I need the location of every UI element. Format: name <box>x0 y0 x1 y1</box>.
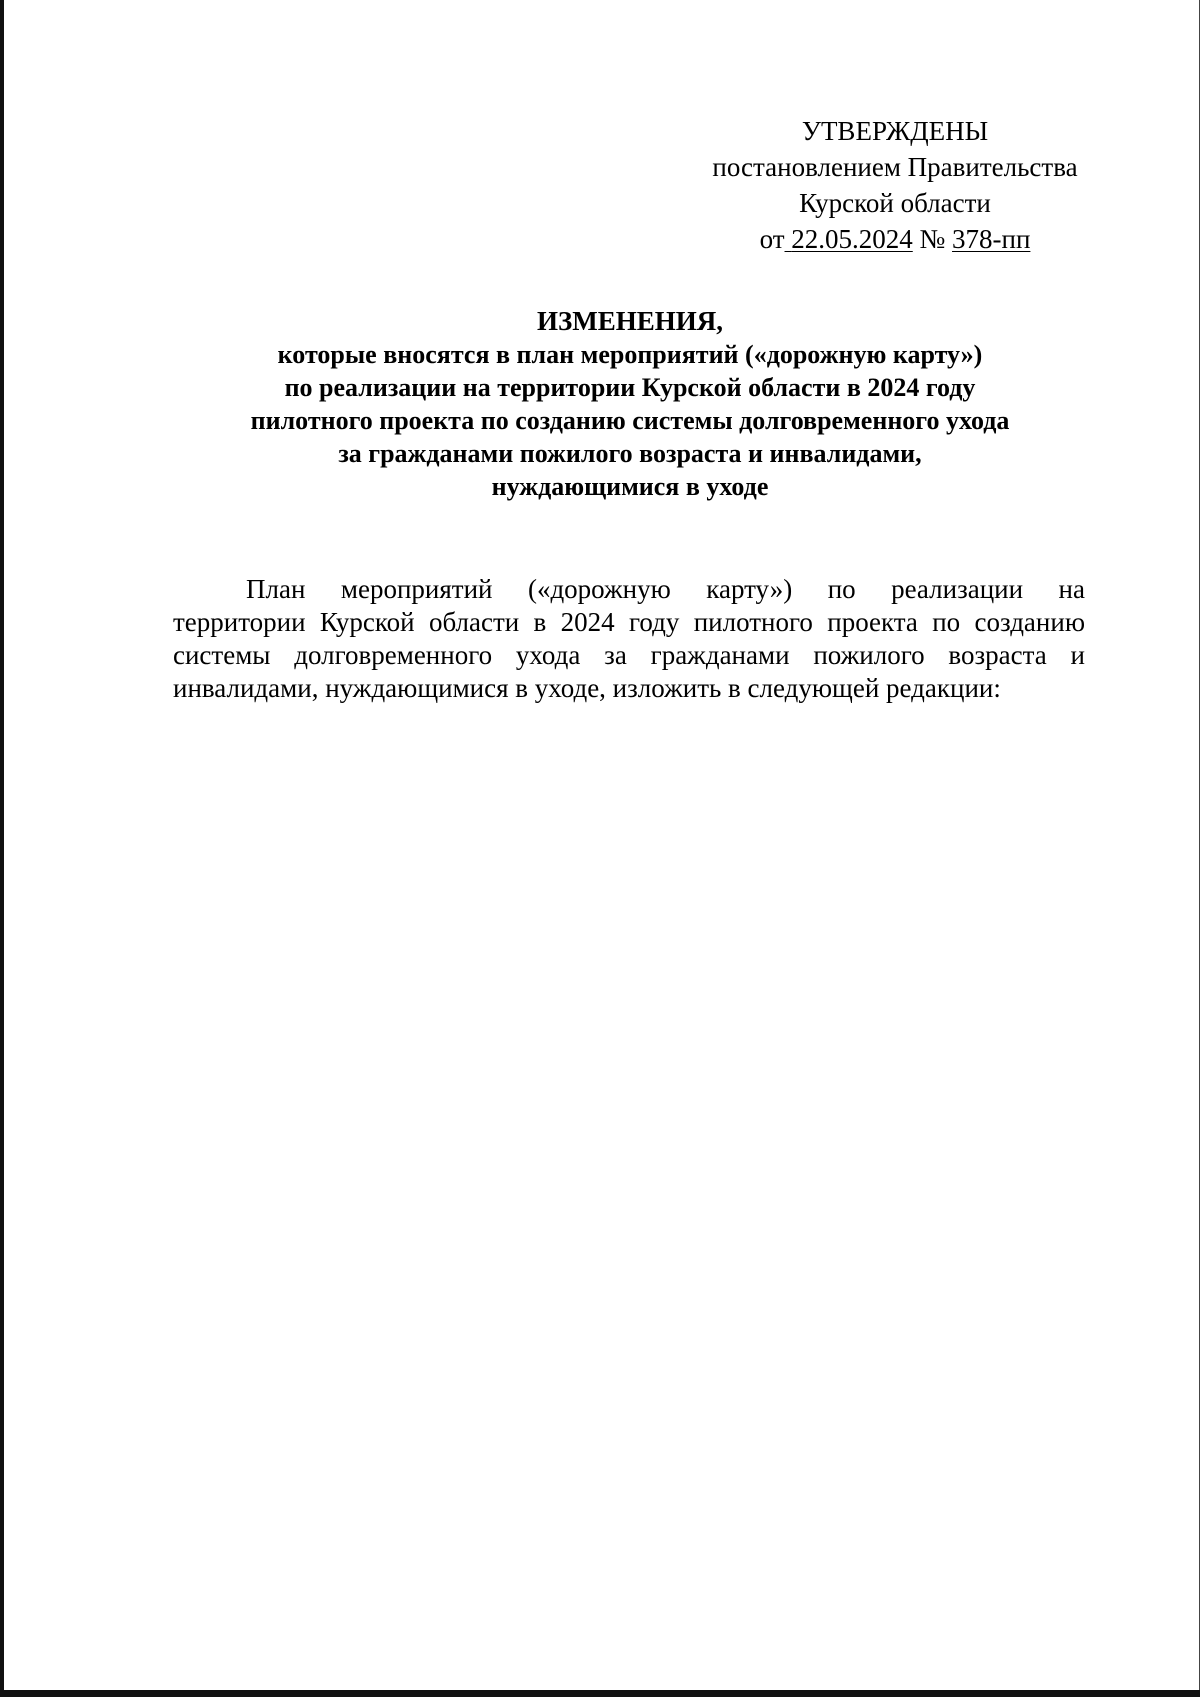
approval-number: 378-пп <box>952 224 1031 254</box>
document-title <box>170 305 1090 503</box>
title-line: нуждающимися в уходе <box>491 472 769 501</box>
title-line: которые вносятся в план мероприятий («дорожную карту») <box>277 340 983 369</box>
number-sign: № <box>919 224 946 254</box>
approval-title: УТВЕРЖДЕНЫ <box>801 116 989 146</box>
scan-border-bottom <box>0 1690 1200 1697</box>
scan-border-left <box>0 0 4 1697</box>
paragraph-line: План мероприятий («дорожную карту») по реализации на <box>246 574 1085 604</box>
title-line: по реализации на территории Курской области в 2024 году <box>284 373 976 402</box>
date-prefix: от <box>759 224 785 254</box>
approval-date-number <box>690 221 1100 257</box>
paragraph-line: территории Курской области в 2024 году пилотного проекта по созданию <box>173 607 1085 637</box>
title-line: пилотного проекта по созданию системы долговременного ухода <box>250 406 1010 435</box>
paragraph-line: инвалидами, нуждающимися в уходе, изложить в следующей редакции: <box>173 673 1001 703</box>
title-heading: ИЗМЕНЕНИЯ, <box>536 306 723 336</box>
body-paragraph <box>173 573 1085 705</box>
approval-stamp <box>690 113 1100 257</box>
paragraph-line: системы долговременного ухода за гражданами пожилого возраста и <box>173 640 1085 670</box>
title-line: за гражданами пожилого возраста и инвалидами, <box>338 439 922 468</box>
approval-issuer: постановлением Правительства <box>712 152 1078 182</box>
approval-region: Курской области <box>799 188 991 218</box>
approval-date: 22.05.2024 <box>791 224 913 254</box>
